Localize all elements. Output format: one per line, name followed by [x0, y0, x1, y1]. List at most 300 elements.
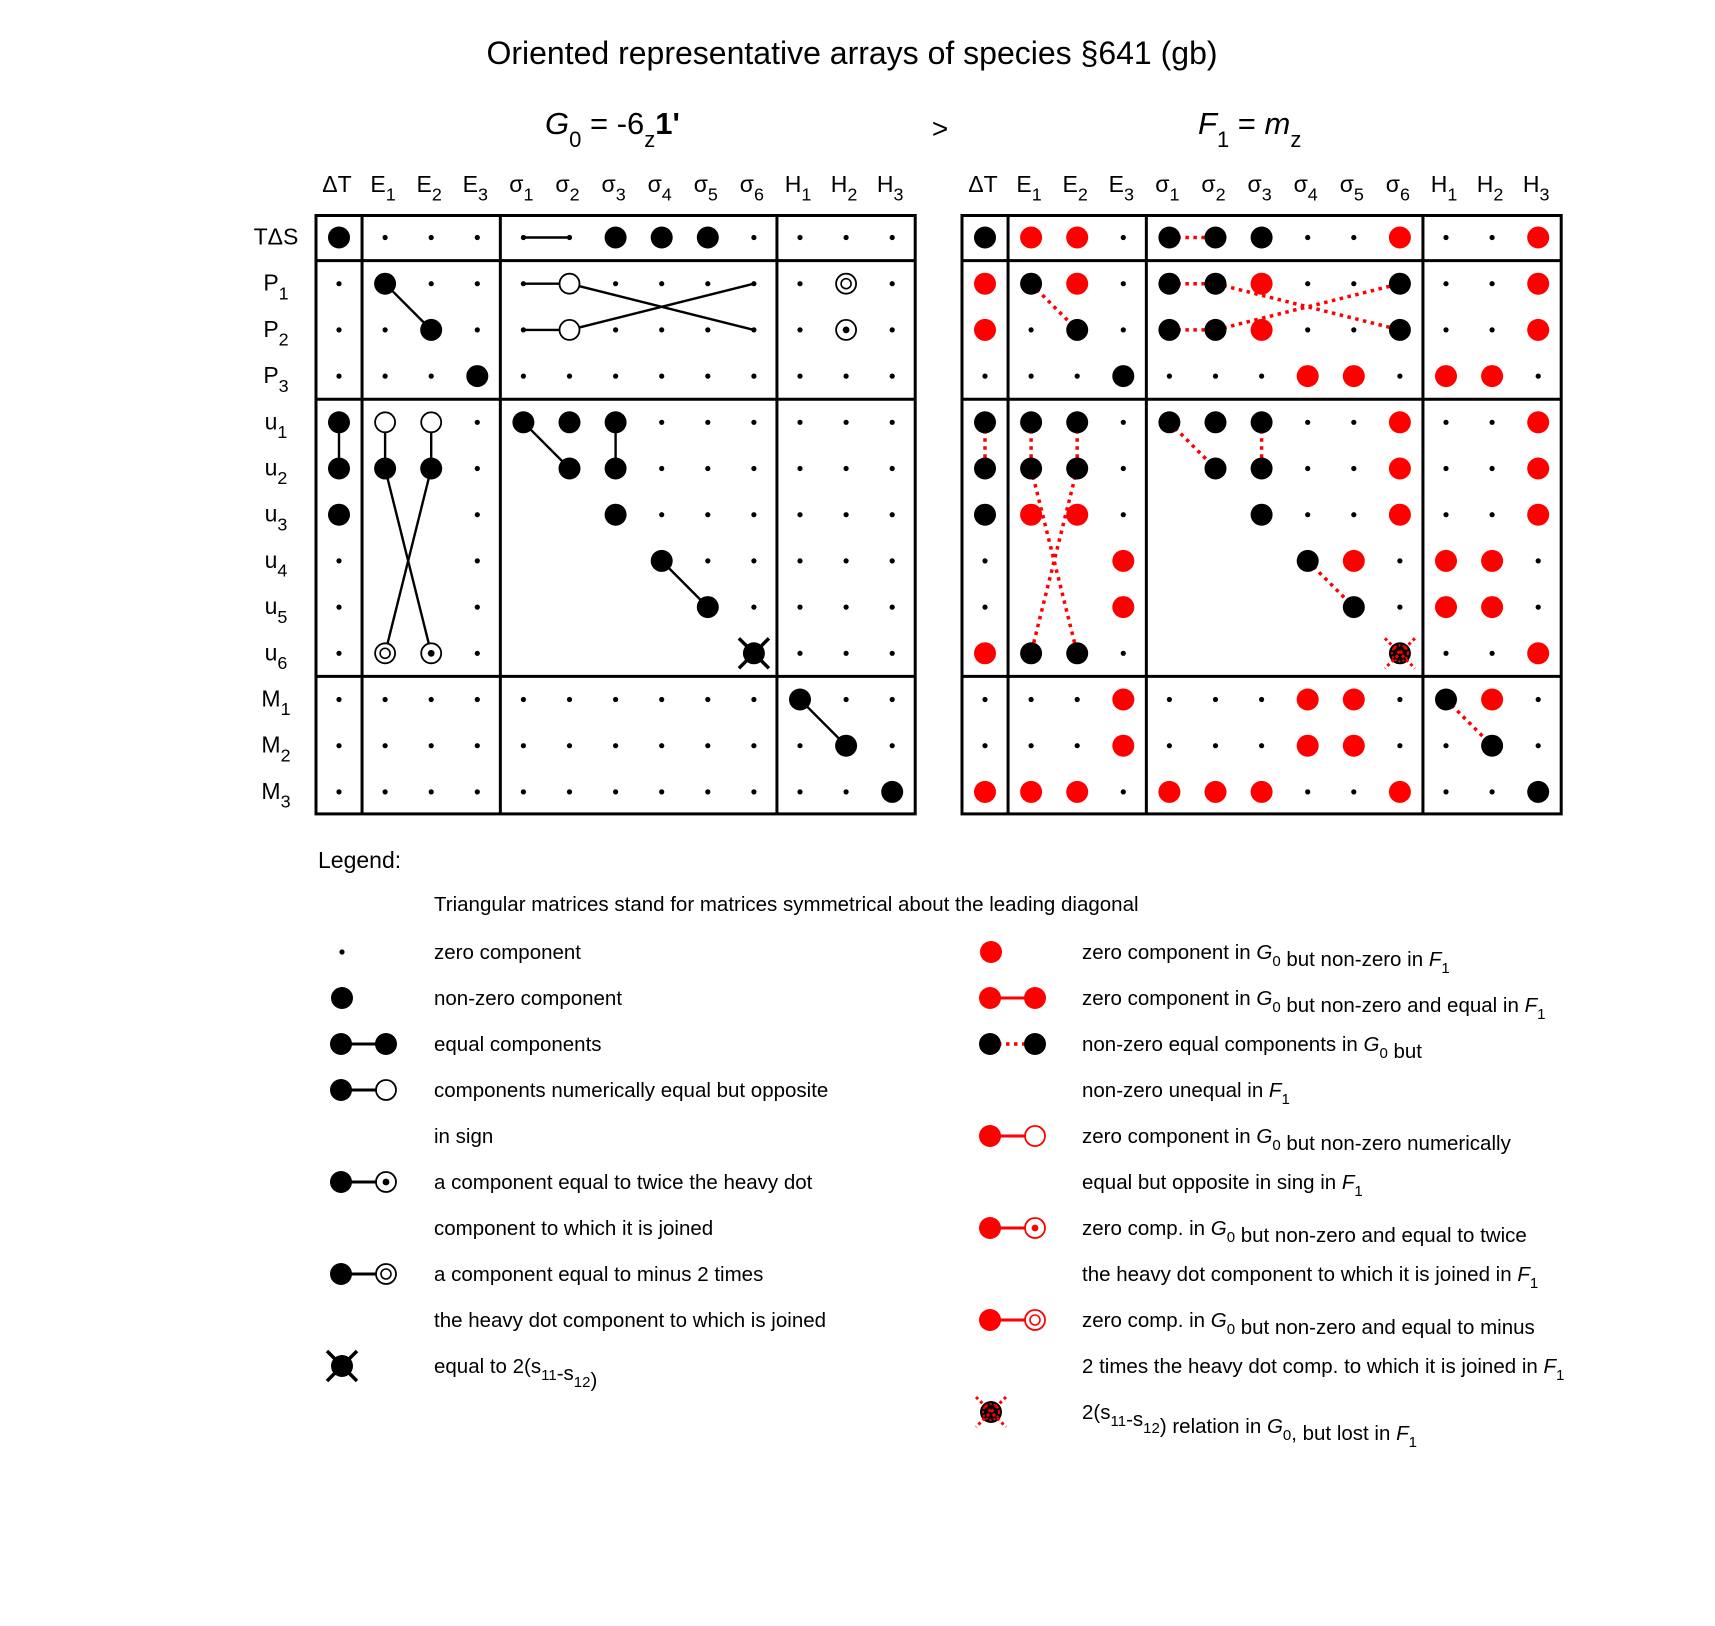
legend-left-item-3: [330, 1079, 828, 1148]
zero-dot: [890, 558, 895, 563]
left-col-label-7: $\sigma_4$: [647, 171, 672, 205]
right-col-label-4: $\sigma_1$: [1155, 171, 1180, 205]
nonzero-dot: [605, 458, 627, 480]
red-dot: [1158, 781, 1180, 803]
zero-dot: [890, 605, 895, 610]
red-dot: [1481, 550, 1503, 572]
zero-dot: [1029, 374, 1034, 379]
legend-dot: [330, 1079, 352, 1101]
row-label-6: $u_3$: [264, 500, 288, 535]
left-col-label-0: ΔT: [322, 171, 352, 197]
nonzero-dot: [559, 411, 581, 433]
legend-left-text-4-0: a component equal to twice the heavy dot: [434, 1171, 813, 1194]
zero-dot: [1536, 743, 1541, 748]
zero-dot: [751, 789, 756, 794]
zero-dot: [659, 789, 664, 794]
left-col-label-12: $H_3$: [876, 171, 904, 205]
zero-dot: [797, 281, 802, 286]
zero-dot: [567, 789, 572, 794]
zero-dot: [1167, 374, 1172, 379]
nonzero-dot: [974, 411, 996, 433]
legend-left-text-5-1: the heavy dot component to which is joined: [434, 1309, 827, 1332]
zero-dot: [1397, 374, 1402, 379]
zero-dot: [1443, 327, 1448, 332]
red-dot: [1527, 458, 1549, 480]
zero-dot: [659, 466, 664, 471]
zero-dot: [475, 789, 480, 794]
zero-dot: [1490, 789, 1495, 794]
zero-dot: [1351, 420, 1356, 425]
nonzero-dot: [1205, 411, 1227, 433]
zero-dot: [613, 697, 618, 702]
red-dot: [1066, 781, 1088, 803]
open-circle: [421, 412, 441, 432]
nonzero-dot: [1066, 319, 1088, 341]
zero-dot: [383, 743, 388, 748]
legend-right-text-2-1: non-zero unequal in $F_1$: [1082, 1079, 1290, 1108]
right-col-label-0: ΔT: [968, 171, 998, 197]
nonzero-dot: [1158, 227, 1180, 249]
zero-dot: [659, 743, 664, 748]
legend-left-text-1-0: non-zero component: [434, 987, 623, 1010]
row-label-5: $u_2$: [264, 454, 288, 489]
zero-dot: [890, 512, 895, 517]
red-dot: [980, 941, 1002, 963]
red-dot: [1066, 227, 1088, 249]
legend-right-item-0: [980, 941, 1450, 977]
zero-dot: [890, 374, 895, 379]
relation-symbol: >: [931, 113, 949, 144]
nonzero-dot: [1205, 227, 1227, 249]
nonzero-dot: [1112, 365, 1134, 387]
open-circle: [376, 1080, 396, 1100]
zero-dot: [383, 789, 388, 794]
nonzero-dot: [1481, 735, 1503, 757]
nonzero-dot: [974, 504, 996, 526]
zero-dot: [844, 235, 849, 240]
nonzero-dot: [605, 227, 627, 249]
red-dot: [1481, 365, 1503, 387]
zero-dot: [705, 743, 710, 748]
nonzero-dot: [466, 365, 488, 387]
double-circle: [376, 1264, 396, 1284]
legend-left-text-2-0: equal components: [434, 1033, 602, 1056]
nonzero-dot: [1066, 642, 1088, 664]
nonzero-dot: [1389, 319, 1411, 341]
zero-dot: [336, 697, 341, 702]
red-dot: [1112, 596, 1134, 618]
zero-dot: [1213, 697, 1218, 702]
nonzero-dot: [420, 319, 442, 341]
nonzero-dot: [328, 227, 350, 249]
left-formula: $G_0 = -6_z1'$: [545, 106, 680, 152]
red-dot: [1020, 504, 1042, 526]
red-dot: [1527, 504, 1549, 526]
zero-dot: [890, 235, 895, 240]
nonzero-dot: [974, 227, 996, 249]
zero-dot: [1490, 327, 1495, 332]
zero-dot: [1536, 374, 1541, 379]
zero-dot: [659, 697, 664, 702]
legend-dot: [330, 1263, 352, 1285]
red-dot: [1297, 689, 1319, 711]
zero-dot: [1075, 743, 1080, 748]
zero-dot: [383, 235, 388, 240]
zero-dot: [336, 374, 341, 379]
zero-dot: [1443, 235, 1448, 240]
left-col-label-4: $\sigma_1$: [509, 171, 534, 205]
zero-dot: [475, 605, 480, 610]
zero-dot: [659, 327, 664, 332]
red-dot: [1251, 319, 1273, 341]
nonzero-dot: [1297, 550, 1319, 572]
zero-dot: [751, 697, 756, 702]
nonzero-dot: [1205, 273, 1227, 295]
zero-dot: [521, 374, 526, 379]
row-label-8: $u_5$: [264, 593, 288, 627]
nonzero-dot: [1158, 411, 1180, 433]
red-dot: [1527, 642, 1549, 664]
zero-dot: [429, 374, 434, 379]
zero-dot: [1305, 420, 1310, 425]
zero-dot: [844, 512, 849, 517]
zero-dot: [751, 605, 756, 610]
legend: [318, 847, 1564, 1451]
nonzero-dot: [697, 596, 719, 618]
zero-dot: [705, 512, 710, 517]
nonzero-dot: [512, 411, 534, 433]
legend-left-text-3-1: in sign: [434, 1125, 494, 1148]
nonzero-dot: [1205, 319, 1227, 341]
zero-dot: [521, 281, 526, 286]
zero-dot: [429, 743, 434, 748]
zero-dot: [1351, 789, 1356, 794]
right-col-label-11: $H_2$: [1476, 171, 1504, 205]
legend-left-item-2: [330, 1033, 602, 1056]
zero-dot: [475, 651, 480, 656]
right-col-label-1: $E_1$: [1016, 171, 1042, 205]
legend-left-item-5: [330, 1263, 826, 1332]
zero-dot: [475, 512, 480, 517]
zero-dot: [797, 605, 802, 610]
zero-dot: [1443, 789, 1448, 794]
dot-circle-center: [428, 650, 435, 657]
row-label-7: $u_4$: [264, 546, 288, 581]
nonzero-dot: [881, 781, 903, 803]
zero-dot: [1397, 558, 1402, 563]
zero-dot: [1490, 235, 1495, 240]
left-col-label-1: $E_1$: [370, 171, 396, 205]
zero-dot: [751, 512, 756, 517]
red-dot: [1297, 365, 1319, 387]
right-col-label-5: $\sigma_2$: [1201, 171, 1226, 205]
legend-right-text-1-0: zero component in $G_0$ but non-zero and equal in $F_1$: [1082, 987, 1546, 1023]
zero-dot: [751, 327, 756, 332]
nonzero-dot: [1527, 781, 1549, 803]
legend-right-text-2-0: non-zero equal components in $G_0$ but: [1082, 1033, 1422, 1063]
red-dot: [1527, 273, 1549, 295]
legend-dot: [375, 1033, 397, 1055]
double-circle: [375, 643, 395, 663]
zero-dot: [1351, 466, 1356, 471]
zero-dot: [1490, 651, 1495, 656]
legend-dot: [330, 1171, 352, 1193]
nonzero-dot: [1343, 596, 1365, 618]
nonzero-dot: [605, 504, 627, 526]
zero-dot: [336, 605, 341, 610]
nonzero-dot: [1024, 1033, 1046, 1055]
zero-dot: [751, 281, 756, 286]
red-dot: [1481, 689, 1503, 711]
legend-dot: [979, 1217, 1001, 1239]
red-dot: [1343, 550, 1365, 572]
zero-dot: [982, 558, 987, 563]
zero-dot: [1121, 281, 1126, 286]
open-circle: [560, 274, 580, 294]
zero-dot: [336, 743, 341, 748]
legend-dot: [979, 987, 1001, 1009]
row-label-12: $M_3$: [261, 777, 291, 812]
zero-dot: [1121, 512, 1126, 517]
zero-dot: [475, 466, 480, 471]
zero-dot: [1443, 420, 1448, 425]
legend-right-text-3-0: zero component in $G_0$ but non-zero numerically: [1082, 1125, 1511, 1155]
nonzero-dot: [1020, 273, 1042, 295]
zero-dot: [1029, 697, 1034, 702]
zero-dot: [982, 697, 987, 702]
zero-dot: [1305, 466, 1310, 471]
zero-dot: [1121, 235, 1126, 240]
red-dot: [1112, 689, 1134, 711]
zero-dot: [890, 743, 895, 748]
red-dot: [1297, 735, 1319, 757]
legend-right-item-3: [979, 1125, 1512, 1200]
zero-dot: [475, 558, 480, 563]
red-dot: [974, 781, 996, 803]
zero-dot: [844, 558, 849, 563]
legend-left-item-1: [331, 987, 622, 1010]
zero-dot: [521, 789, 526, 794]
zero-dot: [336, 789, 341, 794]
zero-dot: [797, 235, 802, 240]
red-dot: [1435, 365, 1457, 387]
red-dot: [974, 319, 996, 341]
row-label-4: $u_1$: [264, 408, 288, 443]
red-dot: [1481, 596, 1503, 618]
left-col-label-8: $\sigma_5$: [693, 171, 718, 205]
zero-dot: [1490, 281, 1495, 286]
legend-note: Triangular matrices stand for matrices symmetrical about the leading diagonal: [434, 893, 1139, 916]
row-label-9: $u_6$: [264, 639, 288, 674]
zero-dot: [659, 420, 664, 425]
zero-dot: [797, 327, 802, 332]
zero-dot: [1443, 743, 1448, 748]
red-dot: [1020, 227, 1042, 249]
zero-dot: [705, 697, 710, 702]
legend-left-item-0: [339, 941, 581, 964]
zero-dot: [1213, 743, 1218, 748]
zero-dot: [1443, 466, 1448, 471]
zero-dot: [429, 281, 434, 286]
zero-dot: [1305, 281, 1310, 286]
zero-dot: [705, 281, 710, 286]
double-circle: [1025, 1310, 1045, 1330]
zero-dot: [1121, 327, 1126, 332]
zero-dot: [797, 558, 802, 563]
zero-dot: [1029, 327, 1034, 332]
left-col-label-9: $\sigma_6$: [739, 171, 764, 205]
zero-dot: [797, 466, 802, 471]
red-dot: [1112, 550, 1134, 572]
row-label-10: $M_1$: [261, 685, 291, 720]
zero-dot: [1259, 743, 1264, 748]
legend-dot: [979, 1309, 1001, 1331]
red-dot: [1205, 781, 1227, 803]
zero-dot: [890, 697, 895, 702]
zero-dot: [383, 374, 388, 379]
zero-dot: [705, 466, 710, 471]
left-matrix: [254, 171, 916, 814]
right-col-label-3: $E_3$: [1108, 171, 1134, 205]
zero-dot: [1305, 235, 1310, 240]
left-col-label-6: $\sigma_3$: [601, 171, 626, 205]
right-links: [985, 238, 1492, 746]
legend-left-text-3-0: components numerically equal but opposite: [434, 1079, 829, 1102]
legend-right-item-5: [979, 1309, 1564, 1384]
zero-dot: [751, 374, 756, 379]
zero-dot: [705, 420, 710, 425]
dot-circle-center: [843, 327, 850, 334]
right-col-label-8: $\sigma_5$: [1339, 171, 1364, 205]
zero-dot: [844, 651, 849, 656]
red-dot: [1435, 596, 1457, 618]
nonzero-dot: [420, 458, 442, 480]
zero-dot: [705, 558, 710, 563]
nonzero-dot: [1066, 411, 1088, 433]
right-col-label-10: $H_1$: [1430, 171, 1458, 205]
zero-dot: [1351, 327, 1356, 332]
right-col-label-9: $\sigma_6$: [1385, 171, 1410, 205]
zero-dot: [336, 558, 341, 563]
zero-dot: [613, 789, 618, 794]
zero-dot: [1536, 697, 1541, 702]
nonzero-dot: [1205, 458, 1227, 480]
red-dot: [1389, 504, 1411, 526]
nonzero-dot: [835, 735, 857, 757]
zero-dot: [797, 651, 802, 656]
zero-dot: [982, 605, 987, 610]
red-dot: [1343, 735, 1365, 757]
zero-dot: [1121, 420, 1126, 425]
red-dot: [1343, 689, 1365, 711]
red-dot: [1251, 273, 1273, 295]
zero-dot: [844, 374, 849, 379]
legend-left-text-4-1: component to which it is joined: [434, 1217, 714, 1240]
legend-dot: [330, 1033, 352, 1055]
zero-dot: [339, 949, 344, 954]
zero-dot: [429, 697, 434, 702]
left-col-label-11: $H_2$: [830, 171, 858, 205]
legend-right-item-2: [979, 1033, 1422, 1108]
zero-dot: [1490, 466, 1495, 471]
zero-dot: [659, 512, 664, 517]
row-label-1: $P_1$: [263, 269, 289, 304]
zero-dot: [1075, 697, 1080, 702]
zero-dot: [1351, 235, 1356, 240]
legend-left-item-6: [327, 1351, 597, 1392]
nonzero-dot: [328, 458, 350, 480]
zero-dot: [844, 789, 849, 794]
red-dot: [1066, 504, 1088, 526]
zero-dot: [1259, 374, 1264, 379]
zero-dot: [475, 235, 480, 240]
zero-dot: [1213, 374, 1218, 379]
zero-dot: [890, 327, 895, 332]
zero-dot: [844, 466, 849, 471]
zero-dot: [705, 789, 710, 794]
zero-dot: [383, 697, 388, 702]
zero-dot: [844, 605, 849, 610]
zero-dot: [1490, 420, 1495, 425]
zero-dot: [1029, 743, 1034, 748]
red-dot: [1389, 458, 1411, 480]
zero-dot: [521, 743, 526, 748]
nonzero-dot: [328, 504, 350, 526]
nonzero-dot: [1020, 458, 1042, 480]
open-circle: [375, 412, 395, 432]
right-col-label-7: $\sigma_4$: [1293, 171, 1318, 205]
zero-dot: [429, 235, 434, 240]
legend-right-text-4-1: the heavy dot component to which it is joined in $F_1$: [1082, 1263, 1539, 1292]
left-links: [339, 238, 846, 746]
right-formula: $F_1 = m_z$: [1198, 106, 1302, 152]
legend-left-text-6-0: equal to $2(s_{11}-s_{12})$: [434, 1355, 598, 1392]
zero-dot: [1443, 281, 1448, 286]
page-title: Oriented representative arrays of species §641 (gb): [486, 35, 1218, 71]
dot-circle-center: [1032, 1225, 1039, 1232]
zero-dot: [659, 281, 664, 286]
zero-dot: [429, 789, 434, 794]
zero-dot: [613, 327, 618, 332]
zero-dot: [705, 327, 710, 332]
zero-dot: [1259, 697, 1264, 702]
zero-dot: [1167, 743, 1172, 748]
zero-dot: [844, 697, 849, 702]
zero-dot: [1167, 697, 1172, 702]
nonzero-dot: [374, 273, 396, 295]
zero-dot: [890, 281, 895, 286]
legend-right-text-5-0: zero comp. in $G_0$ but non-zero and equal to minus: [1082, 1309, 1535, 1339]
nonzero-dot: [1435, 689, 1457, 711]
zero-dot: [844, 420, 849, 425]
legend-right-text-6-0: $2(s_{11}-s_{12})$ relation in $G_0$, but lost in $F_1$: [1082, 1401, 1417, 1451]
red-dot: [1251, 781, 1273, 803]
zero-dot: [797, 789, 802, 794]
legend-right-item-1: [979, 987, 1545, 1023]
nonzero-dot: [651, 227, 673, 249]
zero-dot: [336, 327, 341, 332]
zero-dot: [521, 327, 526, 332]
legend-left-text-5-0: a component equal to minus 2 times: [434, 1263, 764, 1286]
nonzero-dot: [1020, 411, 1042, 433]
zero-dot: [1351, 512, 1356, 517]
nonzero-dot: [651, 550, 673, 572]
right-matrix: [962, 171, 1561, 814]
zero-dot: [751, 420, 756, 425]
nonzero-dot: [1251, 411, 1273, 433]
left-col-label-2: $E_2$: [416, 171, 442, 205]
open-circle: [1025, 1126, 1045, 1146]
